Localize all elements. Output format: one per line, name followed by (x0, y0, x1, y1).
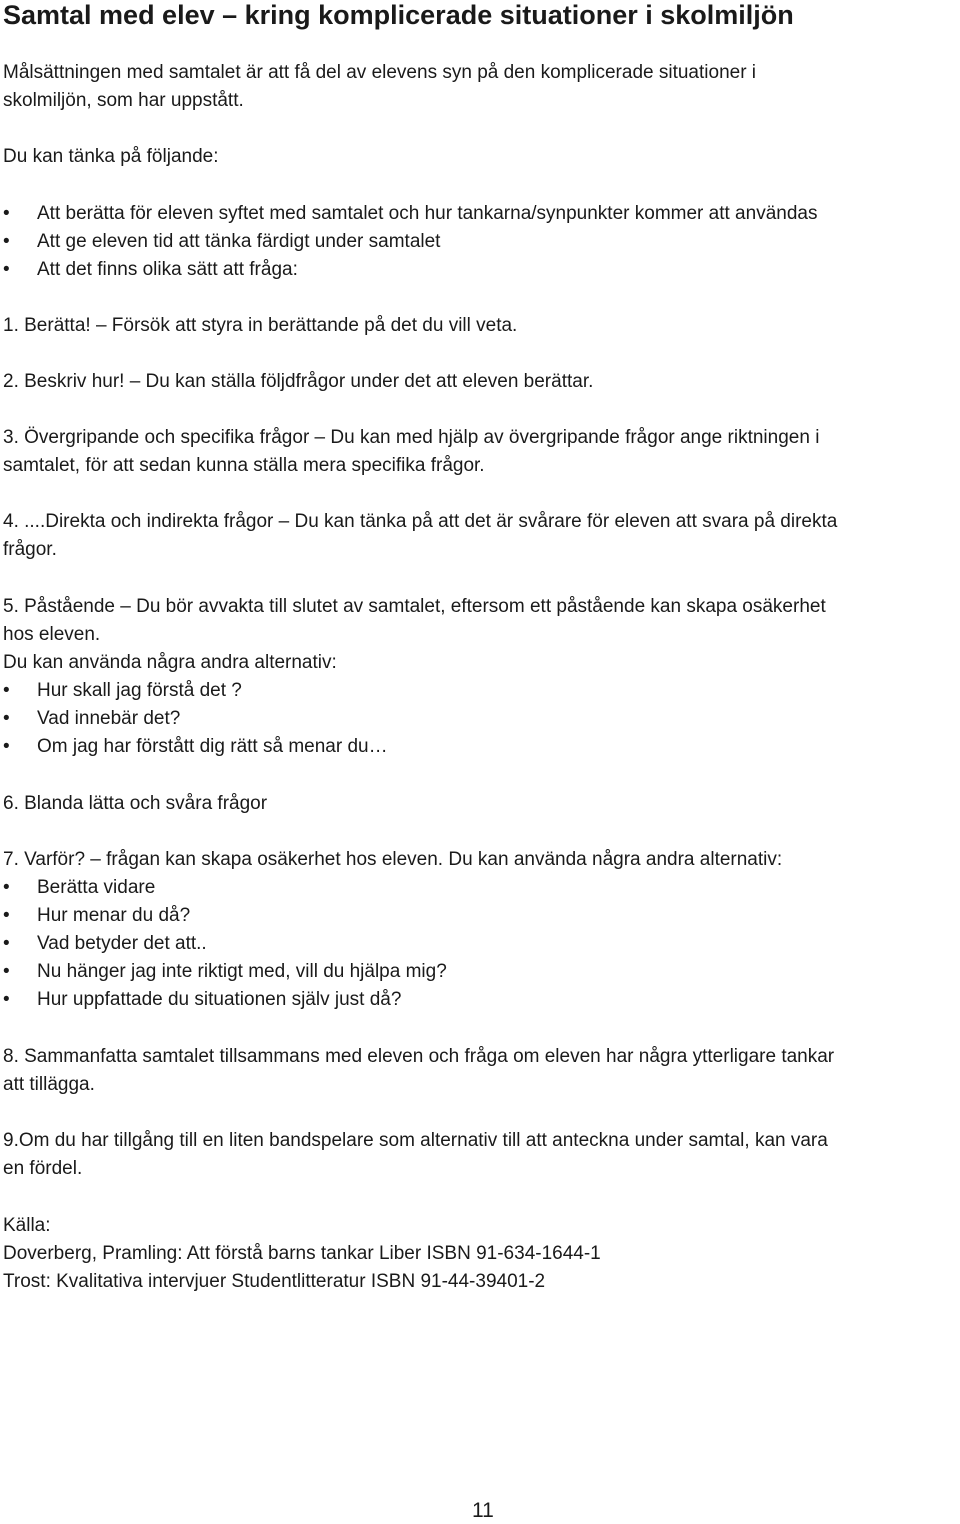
list-item-text: Nu hänger jag inte riktigt med, vill du hjälpa mig? (37, 961, 447, 982)
list-item-text: Att berätta för eleven syftet med samtalet och hur tankarna/synpunkter kommer att användas (37, 203, 818, 224)
page-number: 11 (472, 1499, 494, 1522)
list-item-text: Om jag har förstått dig rätt så menar du… (37, 736, 388, 757)
intro-line-2: skolmiljön, som har uppstått. (3, 90, 244, 111)
item-8-line-1: 8. Sammanfatta samtalet tillsammans med eleven och fråga om eleven har några ytterligare tankar (3, 1046, 835, 1067)
think-heading: Du kan tänka på följande: (3, 146, 219, 167)
item-3-line-2: samtalet, för att sedan kunna ställa mera specifika frågor. (3, 455, 485, 476)
item-7-line-1: 7. Varför? – frågan kan skapa osäkerhet hos eleven. Du kan använda några andra alternativ: (3, 849, 783, 870)
bullet-icon: • (3, 203, 10, 224)
item-4-line-1: 4. ....Direkta och indirekta frågor – Du kan tänka på att det är svårare för eleven att svara på direkta (3, 511, 838, 532)
item-9-line-2: en fördel. (3, 1158, 83, 1179)
item-3-line-1: 3. Övergripande och specifika frågor – Du kan med hjälp av övergripande frågor ange riktningen i (3, 427, 820, 448)
sources-heading: Källa: (3, 1215, 51, 1236)
item-6: 6. Blanda lätta och svåra frågor (3, 793, 268, 814)
list-item-text: Vad betyder det att.. (37, 933, 207, 954)
item-2: 2. Beskriv hur! – Du kan ställa följdfrågor under det att eleven berättar. (3, 371, 594, 392)
source-line-1: Doverberg, Pramling: Att förstå barns tankar Liber ISBN 91-634-1644-1 (3, 1243, 601, 1264)
bullet-icon: • (3, 736, 10, 757)
list-item-text: Berätta vidare (37, 877, 156, 898)
bullet-icon: • (3, 259, 10, 280)
item-5-line-1: 5. Påstående – Du bör avvakta till slutet av samtalet, eftersom ett påstående kan skapa osäkerhet (3, 596, 826, 617)
list-item-text: Hur menar du då? (37, 905, 191, 926)
bullet-icon: • (3, 231, 10, 252)
item-1: 1. Berätta! – Försök att styra in berättande på det du vill veta. (3, 315, 518, 336)
bullet-icon: • (3, 989, 10, 1010)
bullet-icon: • (3, 680, 10, 701)
item-9-line-1: 9.Om du har tillgång till en liten bandspelare som alternativ till att anteckna under samtal, kan vara (3, 1130, 828, 1151)
list-item-text: Hur skall jag förstå det ? (37, 680, 242, 701)
item-5-line-3: Du kan använda några andra alternativ: (3, 652, 337, 673)
page-title: Samtal med elev – kring komplicerade situationer i skolmiljön (3, 0, 794, 30)
item-5-line-2: hos eleven. (3, 624, 101, 645)
bullet-icon: • (3, 708, 10, 729)
bullet-icon: • (3, 961, 10, 982)
bullet-icon: • (3, 933, 10, 954)
bullet-icon: • (3, 877, 10, 898)
intro-line-1: Målsättningen med samtalet är att få del av elevens syn på den komplicerade situationer i (3, 62, 757, 83)
item-8-line-2: att tillägga. (3, 1074, 95, 1095)
bullet-icon: • (3, 905, 10, 926)
source-line-2: Trost: Kvalitativa intervjuer Studentlitteratur ISBN 91-44-39401-2 (3, 1271, 546, 1292)
item-4-line-2: frågor. (3, 539, 57, 560)
list-item-text: Vad innebär det? (37, 708, 181, 729)
list-item-text: Att ge eleven tid att tänka färdigt under samtalet (37, 231, 441, 252)
list-item-text: Hur uppfattade du situationen själv just då? (37, 989, 402, 1010)
list-item-text: Att det finns olika sätt att fråga: (37, 259, 298, 280)
